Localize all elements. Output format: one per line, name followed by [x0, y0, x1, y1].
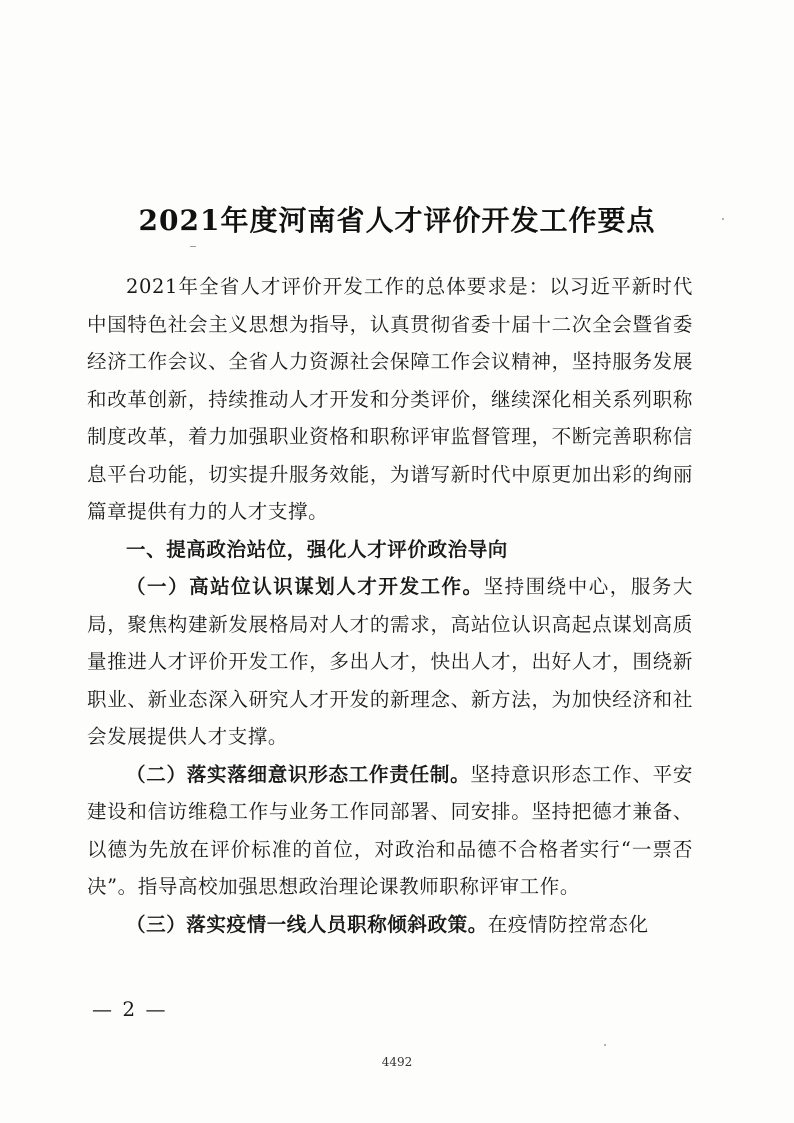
intro-paragraph: 2021年全省人才评价开发工作的总体要求是：以习近平新时代中国特色社会主义思想为指导，认真贯彻省委十届十二次全会暨省委经济工作会议、全省人力资源社会保障工作会议精神，坚持服务发展和改革创新，持续推动人才开发和分类评价，继续深化相关系列职称制度改革，着力加强职业资格和职称评审监督管理，不断完善职称信息平台功能，切实提升服务效能，为谱写新时代中原更加出彩的绚丽篇章提供有力的人才支撑。 [87, 275, 693, 523]
scan-speck [604, 1044, 606, 1046]
item-paragraph-1 [87, 568, 693, 756]
item-lead-3: （三）落实疫情一线人员职称倾斜政策。 [126, 912, 488, 936]
document-body [87, 268, 693, 943]
item-paragraph-3 [87, 906, 693, 944]
section-heading-1: 一、提高政治站位，强化人才评价政治导向 [126, 537, 508, 561]
document-title: 2021年度河南省人才评价开发工作要点 [138, 204, 656, 237]
item-text-3: 在疫情防控常态化 [487, 912, 649, 936]
item-text-1: 坚持围绕中心，服务大局，聚焦构建新发展格局对人才的需求，高站位认识高起点谋划高质量推进人才评价开发工作，多出人才，快出人才，出好人才，围绕新职业、新业态深入研究人才开发的新理念、新方法，为加快经济和社会发展提供人才支撑。 [87, 575, 693, 748]
item-lead-1: （一）高站位认识谋划人才开发工作。 [126, 575, 484, 598]
item-paragraph-2 [87, 756, 693, 906]
document-code: 4492 [381, 1055, 413, 1069]
item-lead-2: （二）落实落细意识形态工作责任制。 [126, 762, 471, 786]
item-text-2: 坚持意识形态工作、平安建设和信访维稳工作与业务工作同部署、同安排。坚持把德才兼备、以德为先放在评价标准的首位，对政治和品德不合格者实行“一票否决”。指导高校加强思想政治理论课教师职称评审工作。 [87, 762, 693, 898]
page-number: — 2 — [92, 997, 168, 1021]
scan-speck [722, 218, 724, 220]
scan-speck [190, 246, 196, 247]
